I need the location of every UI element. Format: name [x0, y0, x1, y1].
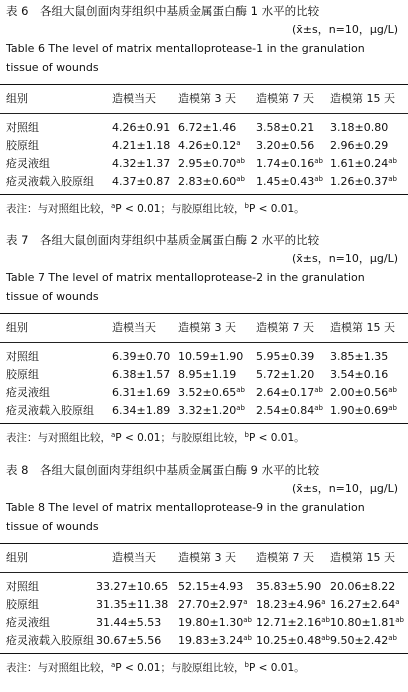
cell-number: 30.67±5.56	[96, 634, 162, 647]
top-rule	[0, 84, 408, 85]
significance-mark: ab	[314, 386, 323, 394]
row-group: 胶原组	[6, 598, 39, 611]
header-day7: 造模第 7 天	[256, 551, 314, 564]
cell-number: 3.52±0.65	[178, 386, 237, 399]
cell-number: 2.83±0.60	[178, 175, 237, 188]
header-day0: 造模当天	[112, 321, 156, 334]
cell-value	[178, 174, 245, 189]
cell-value	[256, 138, 314, 153]
significance-mark: ab	[388, 404, 397, 412]
note-text: P < 0.01。	[248, 662, 305, 674]
note-text: 表注：与对照组比较，	[6, 203, 111, 215]
bottom-rule	[0, 653, 408, 654]
header-day0: 造模当天	[112, 92, 156, 105]
cell-value	[96, 597, 168, 612]
cell-number: 4.26±0.91	[112, 121, 171, 134]
bottom-rule	[0, 194, 408, 195]
header-group: 组别	[6, 92, 28, 105]
note-text: P < 0.01。	[248, 432, 305, 444]
cell-number: 27.70±2.97	[178, 598, 244, 611]
cell-value	[178, 367, 236, 382]
cell-value	[178, 385, 245, 400]
cell-number: 1.45±0.43	[256, 175, 315, 188]
cell-number: 2.96±0.29	[330, 139, 389, 152]
top-rule	[0, 313, 408, 314]
bottom-rule	[0, 423, 408, 424]
significance-mark: ab	[388, 386, 397, 394]
cell-value	[178, 403, 245, 418]
cell-value	[256, 615, 330, 630]
cell-value	[256, 385, 323, 400]
significance-mark: ab	[236, 404, 245, 412]
cell-value	[178, 349, 243, 364]
cell-number: 18.23±4.96	[256, 598, 322, 611]
cell-number: 3.58±0.21	[256, 121, 315, 134]
significance-mark: ab	[388, 634, 397, 642]
cell-number: 10.59±1.90	[178, 350, 244, 363]
cell-number: 16.27±2.64	[330, 598, 396, 611]
cell-value	[330, 156, 397, 171]
row-group: 对照组	[6, 121, 39, 134]
cell-number: 4.32±1.37	[112, 157, 171, 170]
cell-number: 3.18±0.80	[330, 121, 389, 134]
cell-value	[256, 367, 314, 382]
row-group: 疮灵液组	[6, 616, 50, 629]
header-day7: 造模第 7 天	[256, 92, 314, 105]
table-stats: (x̄±s，n=10，μg/L)	[291, 23, 398, 36]
cell-number: 31.44±5.53	[96, 616, 162, 629]
significance-mark: ab	[236, 157, 245, 165]
row-group: 胶原组	[6, 139, 39, 152]
cell-number: 6.31±1.69	[112, 386, 171, 399]
cell-value	[112, 156, 170, 171]
significance-mark: ab	[243, 634, 252, 642]
header-day15: 造模第 15 天	[330, 92, 395, 105]
significance-mark: ab	[321, 616, 330, 624]
header-day3: 造模第 3 天	[178, 321, 236, 334]
note-text: 表注：与对照组比较，	[6, 662, 111, 674]
cell-number: 3.32±1.20	[178, 404, 237, 417]
significance-mark: a	[395, 598, 400, 606]
note-mark: a	[111, 431, 116, 439]
note-text: P < 0.01；与胶原组比较，	[115, 432, 245, 444]
cell-value	[256, 120, 314, 135]
cell-value	[256, 633, 330, 648]
cell-value	[330, 633, 397, 648]
note-text: P < 0.01；与胶原组比较，	[115, 662, 245, 674]
cell-number: 2.54±0.84	[256, 404, 315, 417]
cell-value	[96, 615, 161, 630]
cell-value	[112, 138, 170, 153]
header-rule	[0, 113, 408, 114]
table-note	[6, 661, 305, 676]
row-group: 对照组	[6, 350, 39, 363]
cell-value	[178, 597, 248, 612]
cell-number: 8.95±1.19	[178, 368, 237, 381]
table-title-cn: 表 8 各组大鼠创面肉芽组织中基质金属蛋白酶 9 水平的比较	[6, 463, 320, 477]
cell-value	[112, 120, 170, 135]
significance-mark: ab	[243, 616, 252, 624]
significance-mark: a	[243, 598, 248, 606]
significance-mark: a	[236, 139, 241, 147]
cell-number: 6.38±1.57	[112, 368, 171, 381]
cell-value	[96, 633, 161, 648]
cell-number: 19.83±3.24	[178, 634, 244, 647]
cell-value	[178, 633, 252, 648]
cell-value	[330, 367, 388, 382]
header-day7: 造模第 7 天	[256, 321, 314, 334]
cell-number: 33.27±10.65	[96, 580, 169, 593]
note-mark: b	[244, 202, 249, 210]
significance-mark: ab	[314, 157, 323, 165]
cell-number: 2.64±0.17	[256, 386, 315, 399]
cell-number: 10.80±1.81	[330, 616, 396, 629]
note-text: 表注：与对照组比较，	[6, 432, 111, 444]
cell-number: 12.71±2.16	[256, 616, 322, 629]
cell-value	[330, 615, 404, 630]
cell-value	[330, 120, 388, 135]
cell-value	[330, 174, 397, 189]
cell-number: 20.06±8.22	[330, 580, 396, 593]
cell-value	[178, 138, 241, 153]
cell-number: 2.95±0.70	[178, 157, 237, 170]
cell-number: 35.83±5.90	[256, 580, 322, 593]
cell-number: 1.26±0.37	[330, 175, 389, 188]
cell-value	[96, 579, 168, 594]
cell-number: 6.39±0.70	[112, 350, 171, 363]
table-title-en-cont: tissue of wounds	[6, 520, 99, 533]
cell-number: 1.61±0.24	[330, 157, 389, 170]
significance-mark: ab	[314, 175, 323, 183]
cell-value	[112, 367, 170, 382]
cell-number: 52.15±4.93	[178, 580, 244, 593]
header-day0: 造模当天	[112, 551, 156, 564]
cell-value	[330, 385, 397, 400]
table-title-en: Table 7 The level of matrix mentalloprotease-2 in the granulation	[6, 271, 365, 284]
row-group: 胶原组	[6, 368, 39, 381]
header-rule	[0, 342, 408, 343]
cell-number: 3.54±0.16	[330, 368, 389, 381]
cell-value	[112, 403, 170, 418]
cell-number: 31.35±11.38	[96, 598, 169, 611]
cell-number: 4.21±1.18	[112, 139, 171, 152]
cell-value	[330, 403, 397, 418]
note-text: P < 0.01。	[248, 203, 305, 215]
header-day15: 造模第 15 天	[330, 551, 395, 564]
table-note	[6, 202, 305, 217]
header-group: 组别	[6, 551, 28, 564]
note-mark: b	[244, 661, 249, 669]
cell-number: 3.85±1.35	[330, 350, 389, 363]
significance-mark: ab	[321, 634, 330, 642]
top-rule	[0, 543, 408, 544]
cell-value	[256, 174, 323, 189]
cell-value	[112, 349, 170, 364]
cell-number: 4.26±0.12	[178, 139, 237, 152]
table-title-cn: 表 6 各组大鼠创面肉芽组织中基质金属蛋白酶 1 水平的比较	[6, 4, 320, 18]
row-group: 疮灵液组	[6, 157, 50, 170]
table-title-cn: 表 7 各组大鼠创面肉芽组织中基质金属蛋白酶 2 水平的比较	[6, 233, 320, 247]
cell-value	[112, 385, 170, 400]
significance-mark: ab	[236, 386, 245, 394]
header-group: 组别	[6, 321, 28, 334]
note-mark: b	[244, 431, 249, 439]
note-mark: a	[111, 661, 116, 669]
header-day15: 造模第 15 天	[330, 321, 395, 334]
row-group: 疮灵液载入胶原组	[6, 634, 94, 647]
note-mark: a	[111, 202, 116, 210]
table-note	[6, 431, 305, 446]
significance-mark: ab	[388, 175, 397, 183]
cell-value	[330, 579, 395, 594]
row-group: 疮灵液载入胶原组	[6, 175, 94, 188]
cell-value	[178, 120, 236, 135]
cell-number: 10.25±0.48	[256, 634, 322, 647]
row-group: 对照组	[6, 580, 39, 593]
significance-mark: ab	[314, 404, 323, 412]
table-stats: (x̄±s，n=10，μg/L)	[291, 482, 398, 495]
significance-mark: a	[321, 598, 326, 606]
cell-number: 6.34±1.89	[112, 404, 171, 417]
cell-number: 1.74±0.16	[256, 157, 315, 170]
cell-value	[330, 138, 388, 153]
cell-value	[178, 579, 243, 594]
table-title-en: Table 6 The level of matrix mentalloprotease-1 in the granulation	[6, 42, 365, 55]
cell-number: 19.80±1.30	[178, 616, 244, 629]
significance-mark: ab	[236, 175, 245, 183]
row-group: 疮灵液载入胶原组	[6, 404, 94, 417]
cell-value	[178, 156, 245, 171]
cell-value	[256, 349, 314, 364]
significance-mark: ab	[395, 616, 404, 624]
cell-value	[256, 156, 323, 171]
cell-value	[256, 579, 321, 594]
cell-number: 3.20±0.56	[256, 139, 315, 152]
cell-value	[330, 597, 400, 612]
row-group: 疮灵液组	[6, 386, 50, 399]
cell-number: 5.72±1.20	[256, 368, 315, 381]
cell-value	[178, 615, 252, 630]
cell-value	[112, 174, 170, 189]
cell-number: 5.95±0.39	[256, 350, 315, 363]
cell-value	[330, 349, 388, 364]
note-text: P < 0.01；与胶原组比较，	[115, 203, 245, 215]
table-title-en-cont: tissue of wounds	[6, 290, 99, 303]
cell-number: 2.00±0.56	[330, 386, 389, 399]
significance-mark: ab	[388, 157, 397, 165]
header-day3: 造模第 3 天	[178, 92, 236, 105]
header-rule	[0, 572, 408, 573]
cell-value	[256, 403, 323, 418]
header-day3: 造模第 3 天	[178, 551, 236, 564]
table-title-en: Table 8 The level of matrix mentalloprotease-9 in the granulation	[6, 501, 365, 514]
table-stats: (x̄±s，n=10，μg/L)	[291, 252, 398, 265]
cell-number: 9.50±2.42	[330, 634, 389, 647]
cell-value	[256, 597, 326, 612]
cell-number: 1.90±0.69	[330, 404, 389, 417]
cell-number: 6.72±1.46	[178, 121, 237, 134]
cell-number: 4.37±0.87	[112, 175, 171, 188]
table-title-en-cont: tissue of wounds	[6, 61, 99, 74]
